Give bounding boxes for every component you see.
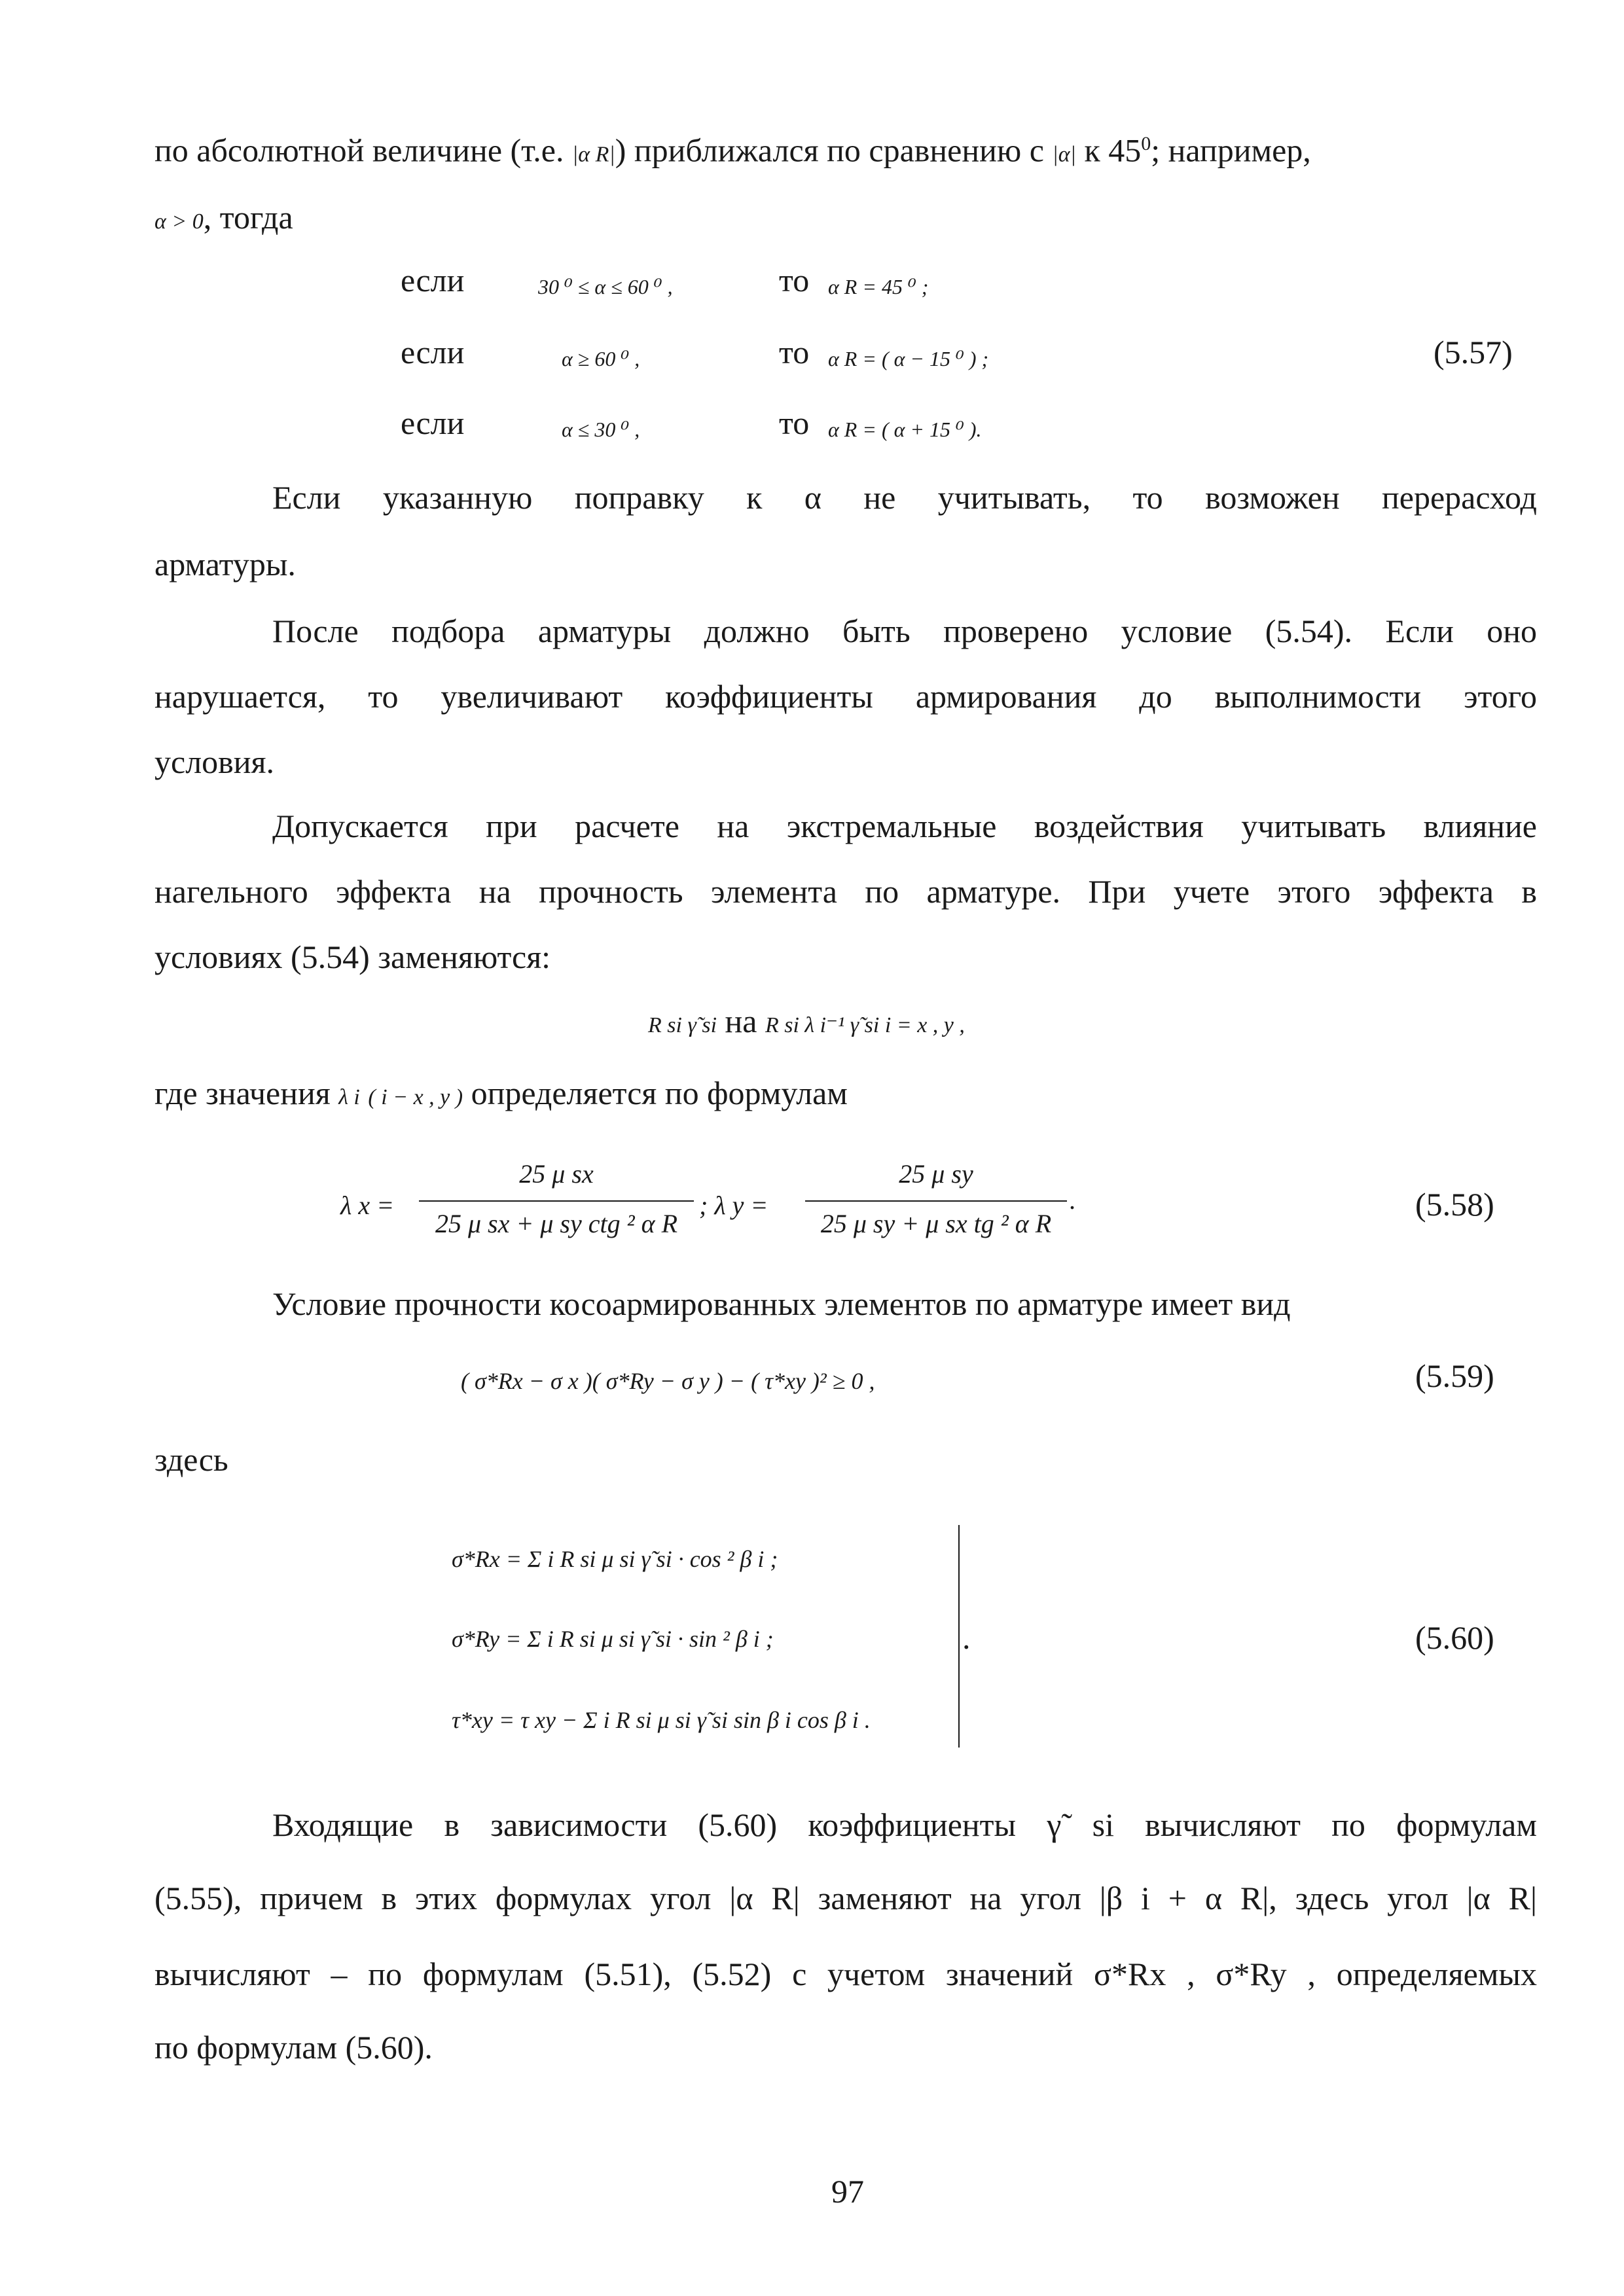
eq560-row3: τ*xy = τ xy − Σ i R si μ si γ̃ si sin β i cos β i . [452, 1707, 871, 1733]
formula-left: R si γ̃ si [648, 1013, 717, 1037]
text-segment: , тогда [203, 199, 293, 236]
text-line-1 [154, 124, 1311, 175]
fraction-bar-y [805, 1200, 1067, 1202]
here-label: здесь [154, 1441, 228, 1478]
denominator-x: 25 μ sx + μ sy ctg ² α R [435, 1209, 678, 1238]
eq-then-2: то [779, 334, 810, 370]
para4-line1: Условие прочности косоармированных элементов по арматуре имеет вид [272, 1285, 1291, 1322]
para5-line4: по формулам (5.60). [154, 2029, 433, 2066]
para5-line1: Входящие в зависимости (5.60) коэффициенты γ̃ si вычисляют по формулам [272, 1806, 1537, 1843]
eq-if-2: если [401, 334, 465, 370]
lambda-y-label: ; λ y = [699, 1191, 768, 1220]
eq560-row1: σ*Rx = Σ i R si μ si γ̃ si · cos ² β i ; [452, 1546, 778, 1572]
eq-if-1: если [401, 262, 465, 298]
para3-line3: условиях (5.54) заменяются: [154, 939, 551, 975]
eq-result-1: α R = 45 ⁰ ; [828, 275, 929, 298]
lambda-x-label: λ x = [340, 1191, 395, 1220]
numerator-x: 25 μ sx [519, 1159, 594, 1189]
math-alpha-abs: |α| [1052, 142, 1076, 167]
math-alpha-r-abs: |α R| [571, 142, 615, 167]
eq-result-3: α R = ( α + 15 ⁰ ). [828, 418, 982, 441]
page-number: 97 [831, 2173, 864, 2210]
math-lambda-i: λ i [338, 1085, 360, 1109]
text-segment: определяется по формулам [471, 1075, 848, 1111]
equation-expression-5-59: ( σ*Rx − σ x )( σ*Ry − σ y ) − ( τ*xy )² ≥ 0 , [461, 1368, 875, 1394]
brace-dot: . [962, 1619, 971, 1656]
text-segment: ; например, [1151, 132, 1311, 169]
equation-number-5-57: (5.57) [1434, 334, 1513, 370]
where-line [154, 1073, 848, 1117]
text-segment: по абсолютной величине (т.е. [154, 132, 564, 169]
text-line-2 [154, 198, 293, 242]
math-alpha-positive: α > 0 [154, 209, 204, 234]
para1-line2: арматуры. [154, 546, 296, 583]
para3-line1: Допускается при расчете на экстремальные воздействия учитывать влияние [272, 808, 1537, 844]
eq-then-1: то [779, 262, 810, 298]
eq-if-3: если [401, 404, 465, 441]
text-segment: ) приближался по сравнению с [615, 132, 1044, 169]
eq-cond-3: α ≤ 30 ⁰ , [562, 418, 640, 441]
right-brace [958, 1525, 960, 1748]
eq-result-2: α R = ( α − 15 ⁰ ) ; [828, 347, 989, 370]
text-segment: к 45 [1084, 132, 1142, 169]
eq560-row2: σ*Ry = Σ i R si μ si γ̃ si · sin ² β i ; [452, 1626, 774, 1652]
denominator-y: 25 μ sy + μ sx tg ² α R [820, 1209, 1052, 1238]
text-segment: где значения [154, 1075, 331, 1111]
degree-superscript: 0 [1141, 133, 1151, 154]
para2-line1: После подбора арматуры должно быть проверено условие (5.54). Если оно [272, 613, 1537, 649]
eq-cond-2: α ≥ 60 ⁰ , [562, 347, 640, 370]
eq-cond-1: 30 ⁰ ≤ α ≤ 60 ⁰ , [538, 275, 673, 298]
para2-line3: условия. [154, 744, 275, 780]
formula-connector: на [725, 1003, 757, 1039]
fraction-bar-x [419, 1200, 694, 1202]
equation-dot: . [1070, 1185, 1076, 1215]
numerator-y: 25 μ sy [899, 1159, 973, 1189]
para2-line2: нарушается, то увеличивают коэффициенты армирования до выполнимости этого [154, 678, 1537, 715]
equation-number-5-59: (5.59) [1415, 1357, 1494, 1394]
formula-right: R si λ i⁻¹ γ̃ si i = x , y , [765, 1013, 965, 1037]
para5-line3: вычисляют – по формулам (5.51), (5.52) с учетом значений σ*Rx , σ*Ry , определяемых [154, 1956, 1537, 1992]
para5-line2: (5.55), причем в этих формулах угол |α R| заменяют на угол |β i + α R|, здесь угол |α R| [154, 1880, 1537, 1916]
para1-line1: Если указанную поправку к α не учитывать, то возможен перерасход [272, 479, 1537, 516]
equation-number-5-58: (5.58) [1415, 1186, 1494, 1223]
eq-then-3: то [779, 404, 810, 441]
replacement-formula [648, 1001, 965, 1045]
para3-line2: нагельного эффекта на прочность элемента по арматуре. При учете этого эффекта в [154, 873, 1537, 910]
equation-number-5-60: (5.60) [1415, 1619, 1494, 1656]
math-index-cond: ( i − x , y ) [368, 1085, 463, 1109]
